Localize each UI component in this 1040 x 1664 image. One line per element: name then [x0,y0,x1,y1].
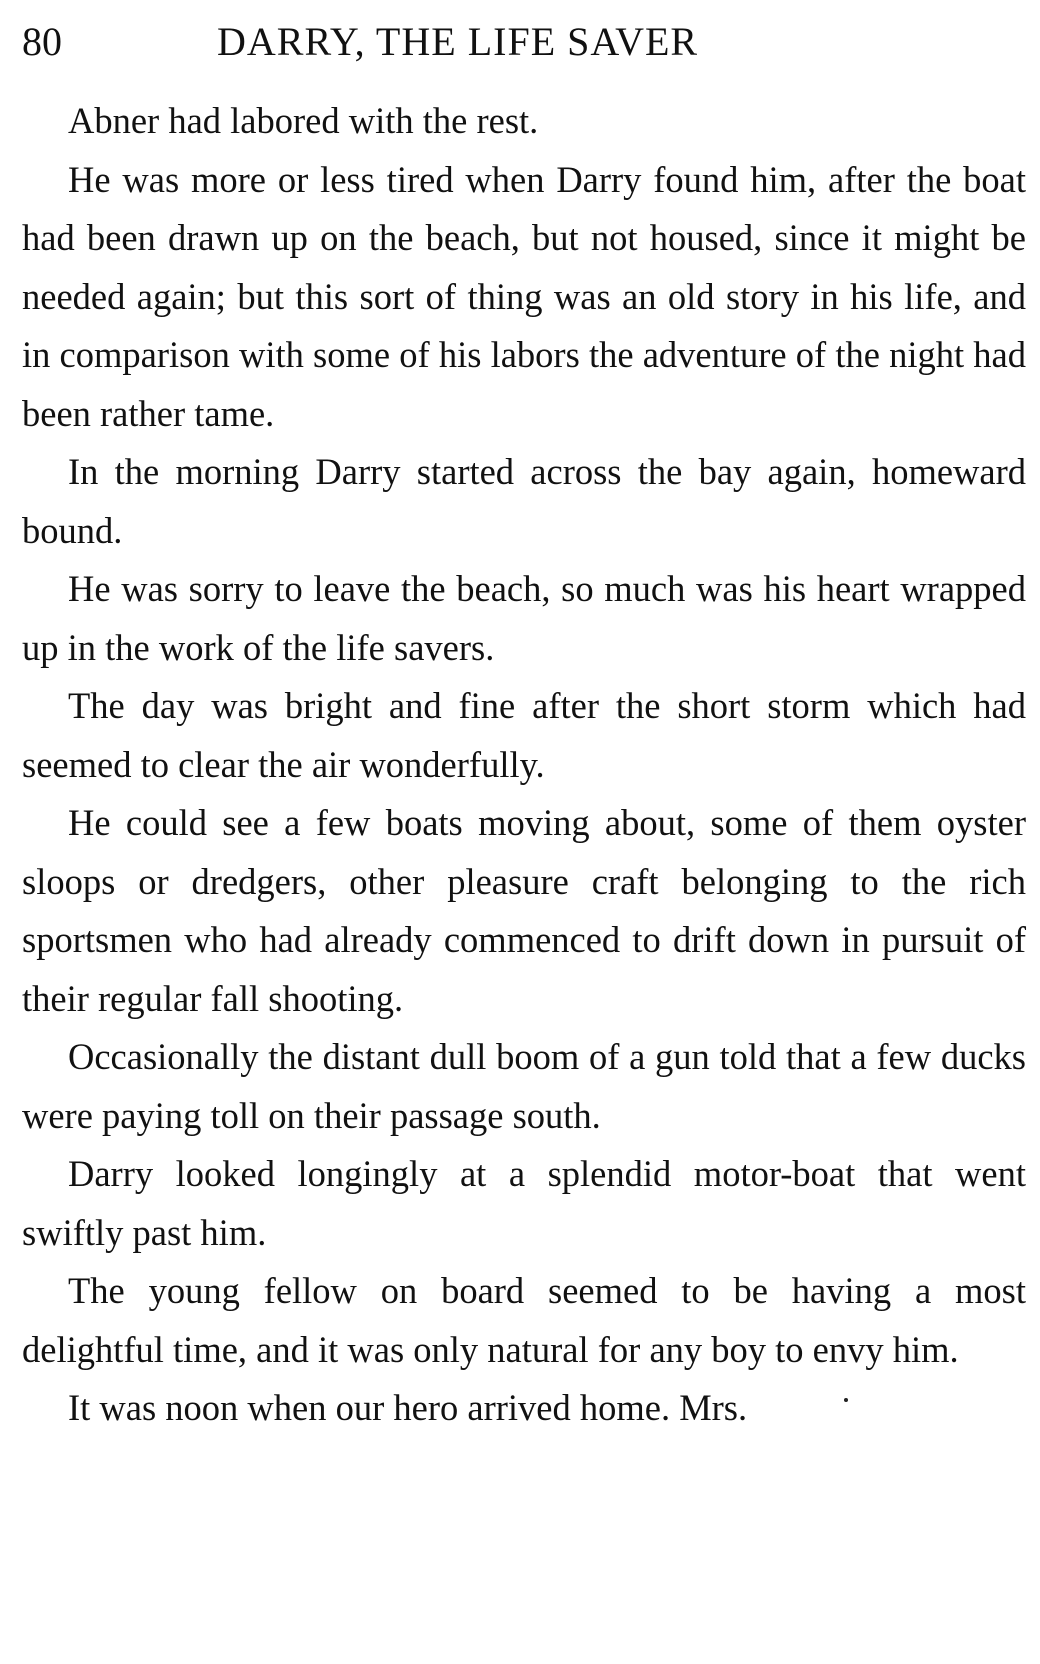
paragraph-5: The day was bright and fine after the short storm which had seemed to clear the air wonderfully. [22,685,1026,785]
paragraph-10: It was noon when our hero arrived home. Mrs. [68,1387,748,1428]
page-number: 80 [22,19,62,64]
paragraph-3: In the morning Darry started across the bay again, homeward bound. [22,451,1026,551]
ink-speck [844,1398,848,1402]
page-header [22,12,1022,72]
paragraph-6: He could see a few boats moving about, some of them oyster sloops or dredgers, other pleasure craft belonging to the rich sportsmen who had already commenced to drift down in pursuit of their regular fall shooting. [22,802,1026,1019]
paragraph-7: Occasionally the distant dull boom of a gun told that a few ducks were paying toll on their passage south. [22,1036,1026,1136]
paragraph-4: He was sorry to leave the beach, so much was his heart wrapped up in the work of the life savers. [22,568,1026,668]
body-text [22,92,1026,1438]
paragraph-9: The young fellow on board seemed to be having a most delightful time, and it was only natural for any boy to envy him. [22,1270,1026,1370]
running-head: DARRY, THE LIFE SAVER [217,19,699,64]
paragraph-2: He was more or less tired when Darry found him, after the boat had been drawn up on the beach, but not housed, since it might be needed again; but this sort of thing was an old story in his life, and in comparison with some of his labors the adventure of the night had been rather tame. [22,158,1026,434]
paragraph-8: Darry looked longingly at a splendid motor-boat that went swiftly past him. [22,1153,1026,1253]
paragraph-1: Abner had labored with the rest. [68,100,539,141]
